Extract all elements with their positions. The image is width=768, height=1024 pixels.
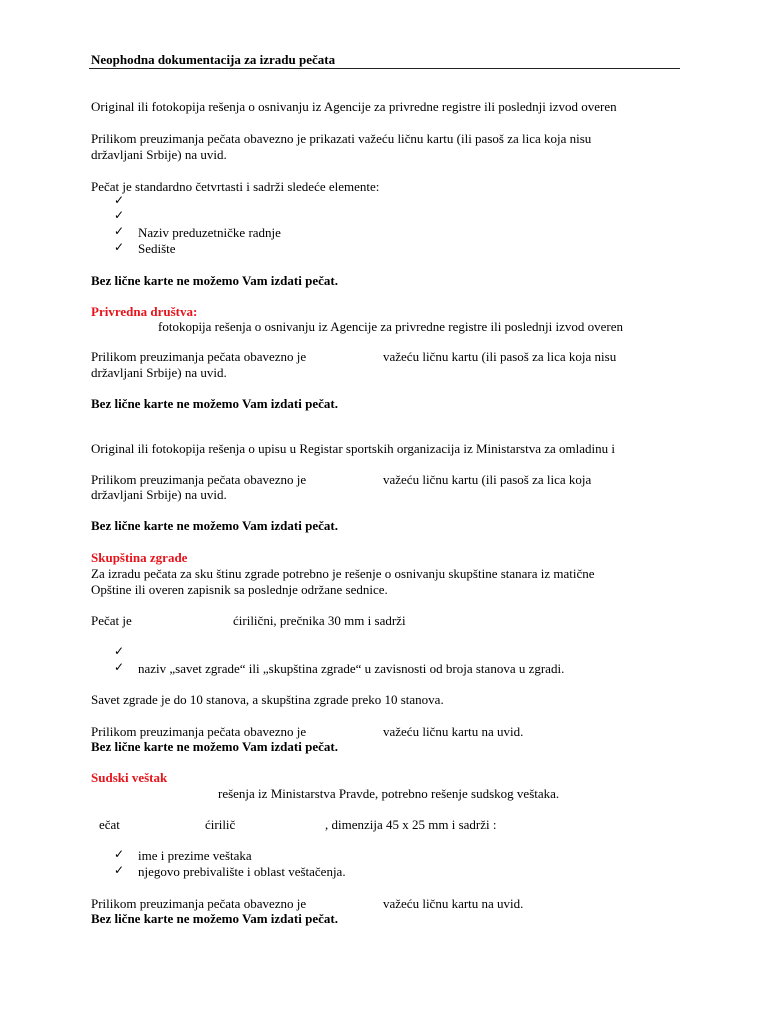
s3-warning: Bez lične karte ne možemo Vam izdati pečat.: [91, 518, 338, 533]
s4-heading: Skupština zgrade: [91, 550, 188, 565]
s3-paragraph-2-line-2: državljani Srbije) na uvid.: [91, 487, 227, 502]
s5-heading: Sudski veštak: [91, 770, 168, 785]
s4-paragraph-4-part-a: Prilikom preuzimanja pečata obavezno je: [91, 724, 307, 739]
check-icon: ✓: [114, 240, 125, 254]
s1-paragraph-2-line-2: državljani Srbije) na uvid.: [91, 147, 227, 162]
s4-paragraph-4-part-b: važeću ličnu kartu na uvid.: [383, 724, 524, 739]
s5-paragraph-2-part-b: ćirilič: [205, 817, 236, 832]
s1-paragraph-2-line-1: Prilikom preuzimanja pečata obavezno je prikazati važeću ličnu kartu (ili pasoš za lica koja nisu: [91, 131, 592, 146]
s2-paragraph-2-part-b: važeću ličnu kartu (ili pasoš za lica koja nisu: [383, 349, 617, 364]
check-icon: ✓: [114, 208, 125, 222]
s5-paragraph-2-part-c: , dimenzija 45 x 25 mm i sadrži :: [325, 817, 497, 832]
s2-warning: Bez lične karte ne možemo Vam izdati pečat.: [91, 396, 338, 411]
check-icon: ✓: [114, 644, 125, 658]
s2-paragraph-2-line-2: državljani Srbije) na uvid.: [91, 365, 227, 380]
s4-paragraph-3: Savet zgrade je do 10 stanova, a skupština zgrade preko 10 stanova.: [91, 692, 444, 707]
s3-paragraph-1: Original ili fotokopija rešenja o upisu u Registar sportskih organizacija iz Ministarstva za omladinu i: [91, 441, 615, 456]
s5-paragraph-3-part-a: Prilikom preuzimanja pečata obavezno je: [91, 896, 307, 911]
s4-warning: Bez lične karte ne možemo Vam izdati pečat.: [91, 739, 338, 754]
check-icon: ✓: [114, 660, 125, 674]
s1-paragraph-3: Pečat je standardno četvrtasti i sadrži sledeće elemente:: [91, 179, 380, 194]
s2-heading: Privredna društva:: [91, 304, 198, 319]
s5-list-item: ime i prezime veštaka: [138, 848, 252, 863]
s1-paragraph-1: Original ili fotokopija rešenja o osnivanju iz Agencije za privredne registre ili poslednji izvod overen: [91, 99, 617, 114]
s4-paragraph-2-part-b: ćirilični, prečnika 30 mm i sadrži: [233, 613, 406, 628]
s4-list-item: naziv „savet zgrade“ ili „skupština zgrade“ u zavisnosti od broja stanova u zgradi.: [138, 661, 565, 676]
s2-paragraph-2-part-a: Prilikom preuzimanja pečata obavezno je: [91, 349, 307, 364]
s5-paragraph-3-part-b: važeću ličnu kartu na uvid.: [383, 896, 524, 911]
s4-paragraph-2-part-a: Pečat je: [91, 613, 132, 628]
s5-list-item: njegovo prebivalište i oblast veštačenja.: [138, 864, 346, 879]
s4-paragraph-1-line-2: Opštine ili overen zapisnik sa poslednje održane sednice.: [91, 582, 388, 597]
s5-warning: Bez lične karte ne možemo Vam izdati pečat.: [91, 911, 338, 926]
check-icon: ✓: [114, 224, 125, 238]
check-icon: ✓: [114, 193, 125, 207]
s1-list-item: Naziv preduzetničke radnje: [138, 225, 281, 240]
page-title: Neophodna dokumentacija za izradu pečata: [91, 52, 336, 67]
s5-paragraph-2-part-a: ečat: [99, 817, 120, 832]
s4-paragraph-1-line-1: Za izradu pečata za sku štinu zgrade potrebno je rešenje o osnivanju skupštine stanara iz matične: [91, 566, 595, 581]
s5-paragraph-1: rešenja iz Ministarstva Pravde, potrebno rešenje sudskog veštaka.: [218, 786, 560, 801]
s1-list-item: Sedište: [138, 241, 176, 256]
check-icon: ✓: [114, 847, 125, 861]
title-divider: [89, 68, 680, 69]
s3-paragraph-2-part-a: Prilikom preuzimanja pečata obavezno je: [91, 472, 307, 487]
s3-paragraph-2-part-b: važeću ličnu kartu (ili pasoš za lica koja: [383, 472, 592, 487]
check-icon: ✓: [114, 863, 125, 877]
s1-warning: Bez lične karte ne možemo Vam izdati pečat.: [91, 273, 338, 288]
s2-paragraph-1: fotokopija rešenja o osnivanju iz Agencije za privredne registre ili poslednji izvod overen: [158, 319, 623, 334]
